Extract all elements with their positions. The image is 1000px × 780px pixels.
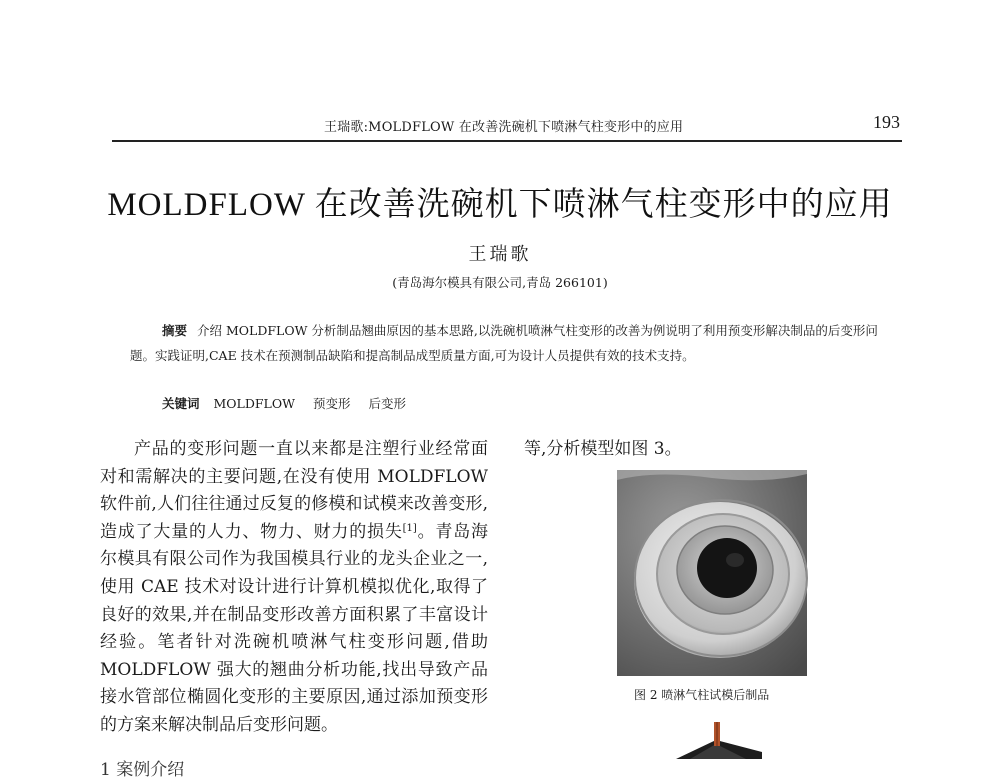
abstract-text: 介绍 MOLDFLOW 分析制品翘曲原因的基本思路,以洗碗机喷淋气柱变形的改善为例说明了利用预变形解决制品的后变形问题。实践证明,CAE 技术在预测制品缺陷和提高制品成型质量方面,可为设计人员提供有效的技术支持。 <box>130 323 878 363</box>
body-paragraph <box>100 436 488 740</box>
molded-part-image <box>617 470 807 676</box>
body-text-part2: 。青岛海尔模具有限公司作为我国模具行业的龙头企业之一,使用 CAE 技术对设计进行计算机模拟优化,取得了良好的效果,并在制品变形改善方面积累了丰富设计经验。笔者针对洗碗机喷淋气柱变形问题,借助 MOLDFLOW 强大的翘曲分析功能,找出导致产品接水管部位椭圆化变形的主要原因,通过添加预变形的方案来解决制品后变形问题。 <box>100 521 489 735</box>
keyword-1: MOLDFLOW <box>213 396 295 411</box>
keyword-2: 预变形 <box>312 396 351 411</box>
author-name: 王瑞歌 <box>468 244 532 265</box>
running-header <box>112 112 902 142</box>
author-affiliation: (青岛海尔模具有限公司,青岛 266101) <box>392 275 608 290</box>
page-number: 193 <box>873 112 900 132</box>
figure-3-partial <box>676 722 762 759</box>
right-column-text: 等,分析模型如图 3。 <box>524 439 682 459</box>
figure-2-photo <box>617 470 807 676</box>
keywords <box>162 394 420 412</box>
next-section-heading: 1 案例介绍 <box>100 760 185 780</box>
analysis-model-image <box>676 722 762 759</box>
citation-ref: [1] <box>402 522 417 534</box>
paper-title: MOLDFLOW 在改善洗碗机下喷淋气柱变形中的应用 <box>107 187 893 223</box>
figure-2-caption: 图 2 喷淋气柱试模后制品 <box>634 688 770 702</box>
abstract-label: 摘要 <box>162 323 188 338</box>
keyword-3: 后变形 <box>368 396 406 411</box>
keywords-label: 关键词 <box>162 396 200 411</box>
running-title: 王瑞歌:MOLDFLOW 在改善洗碗机下喷淋气柱变形中的应用 <box>324 120 684 135</box>
abstract <box>130 318 880 368</box>
body-text-part1: 产品的变形问题一直以来都是注塑行业经常面对和需解决的主要问题,在没有使用 MOLDFLOW 软件前,人们往往通过反复的修模和试模来改善变形,造成了大量的人力、物力、财力的损失 <box>100 439 488 542</box>
